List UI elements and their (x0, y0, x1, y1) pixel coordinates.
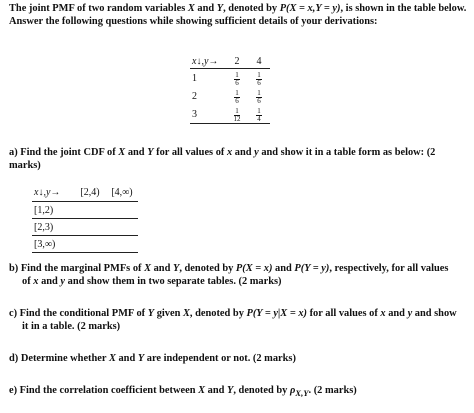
pmf-col-header: 4 (256, 55, 262, 67)
pmf-row (190, 87, 270, 105)
pmf-cell: $\frac{1}{12}$ (233, 107, 241, 123)
cdf-row-label: [2,3) (34, 221, 54, 233)
problem-intro: The joint PMF of two random variables X and Y, denoted by P(X = x,Y = y), is shown in the table below. Answer the following questions while showing sufficient details of your derivations: (9, 3, 467, 27)
pmf-row-label: 1 (192, 72, 197, 84)
joint-pmf-formula: P(X = x,Y = y) (279, 3, 341, 14)
cdf-row-label: [3,∞) (34, 238, 56, 250)
question-a: a) Find the joint CDF of X and Y for all values of x and y and show it in a table form as below: (2 marks) (9, 147, 436, 171)
question-c: c) Find the conditional PMF of Y given X, denoted by P(Y = y|X = x) for all values of x and y and show it in a table. (2 marks) (9, 308, 457, 332)
joint-pmf-table (190, 54, 270, 124)
pmf-header-row (190, 54, 270, 69)
pmf-cell: $\frac{1}{4}$ (257, 107, 261, 123)
cdf-row-label: [1,2) (34, 204, 54, 216)
pmf-cell: $\frac{1}{6}$ (235, 71, 239, 87)
question-e: e) Find the correlation coefficient between X and Y, denoted by $\rho_{X,Y}$. (2 marks) (9, 385, 357, 399)
pmf-cell: $\frac{1}{6}$ (257, 89, 261, 105)
pmf-row-label: 3 (192, 108, 197, 120)
pmf-col-header: 2 (234, 55, 240, 67)
pmf-row (190, 105, 270, 124)
cdf-row (32, 202, 138, 219)
pmf-row (190, 69, 270, 87)
joint-cdf-table (32, 183, 138, 253)
cdf-col-header: [2,4) (80, 186, 100, 198)
cdf-col-header: [4,∞) (111, 186, 133, 198)
pmf-header-label: x↓,y→ (192, 55, 219, 67)
cdf-row (32, 219, 138, 236)
pmf-cell: $\frac{1}{6}$ (257, 71, 261, 87)
pmf-row-label: 2 (192, 90, 197, 102)
cdf-header-label: x↓,y→ (34, 186, 61, 198)
question-b: b) Find the marginal PMFs of X and Y, denoted by P(X = x) and P(Y = y), respectively, for all values of x and y and show them in two separate tables. (2 marks) (9, 263, 449, 287)
cdf-header-row (32, 183, 138, 202)
question-d: d) Determine whether X and Y are independent or not. (2 marks) (9, 353, 296, 364)
cdf-row (32, 236, 138, 253)
pmf-cell: $\frac{1}{6}$ (235, 89, 239, 105)
